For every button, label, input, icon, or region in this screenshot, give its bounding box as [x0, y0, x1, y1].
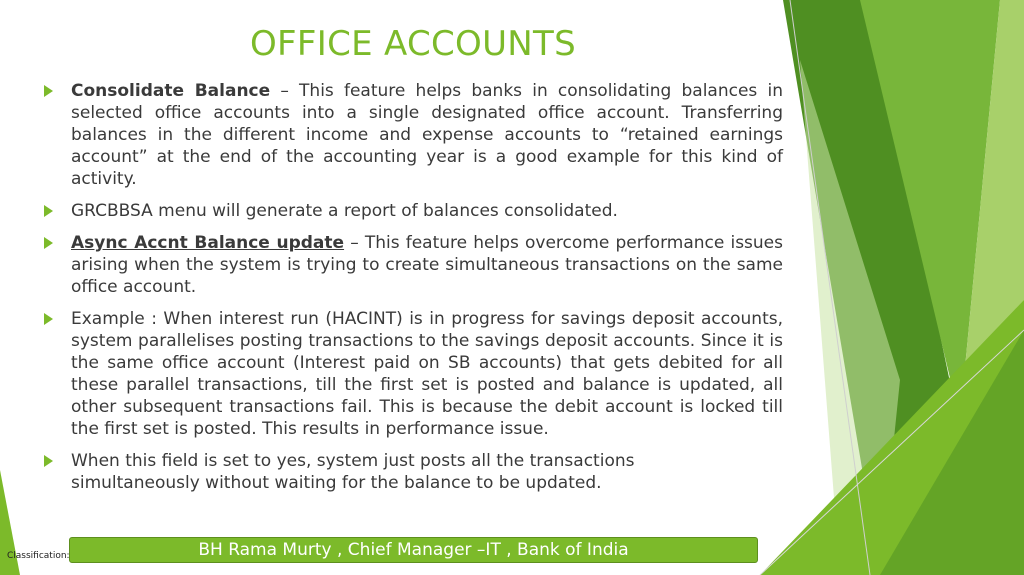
- bullet-body: – This feature helps banks in consolidating balances in selected office accounts into a single designated office account. Transferring balances in the different income and expense accounts to “retained earnings account” at the end of the accounting year is a good example for this kind of activity.: [71, 81, 783, 189]
- bullet-text: [71, 232, 783, 298]
- bullet-term: Consolidate Balance: [71, 81, 271, 101]
- triangle-bullet-icon: [44, 313, 53, 325]
- bullet-text: [71, 450, 783, 494]
- triangle-bullet-icon: [44, 237, 53, 249]
- triangle-bullet-icon: [44, 205, 53, 217]
- triangle-bullet-icon: [44, 455, 53, 467]
- bullet-list: [44, 80, 783, 504]
- bullet-body: – This feature helps overcome performance issues arising when the system is trying to create simultaneous transactions on the same office account.: [71, 233, 783, 297]
- bullet-text: [71, 308, 783, 440]
- bullet-item-3: [44, 232, 783, 298]
- bullet-body: GRCBBSA menu will generate a report of balances consolidated.: [71, 201, 618, 221]
- bullet-body: When this field is set to yes, system just posts all the transactions simultaneously without waiting for the balance to be updated.: [71, 451, 635, 493]
- bullet-item-2: [44, 200, 783, 222]
- classification-label: Classification:: [7, 551, 70, 561]
- bullet-term: Async Accnt Balance update: [71, 233, 345, 253]
- bullet-item-5: [44, 450, 783, 494]
- triangle-bullet-icon: [44, 85, 53, 97]
- slide-title: OFFICE ACCOUNTS: [249, 24, 576, 64]
- bullet-item-4: [44, 308, 783, 440]
- bullet-text: [71, 200, 783, 222]
- bullet-item-1: [44, 80, 783, 190]
- footer-banner: BH Rama Murty , Chief Manager –IT , Bank of India: [69, 537, 758, 563]
- bullet-body: Example : When interest run (HACINT) is in progress for savings deposit accounts, system parallelises posting transactions to the savings deposit accounts. Since it is the same office account (Interest paid on SB accounts) that gets debited for all these parallel transactions, till the first set is posted and balance is updated, all other subsequent transactions fail. This is because the debit account is locked till the first set is posted. This results in performance issue.: [71, 309, 783, 439]
- bullet-text: [71, 80, 783, 190]
